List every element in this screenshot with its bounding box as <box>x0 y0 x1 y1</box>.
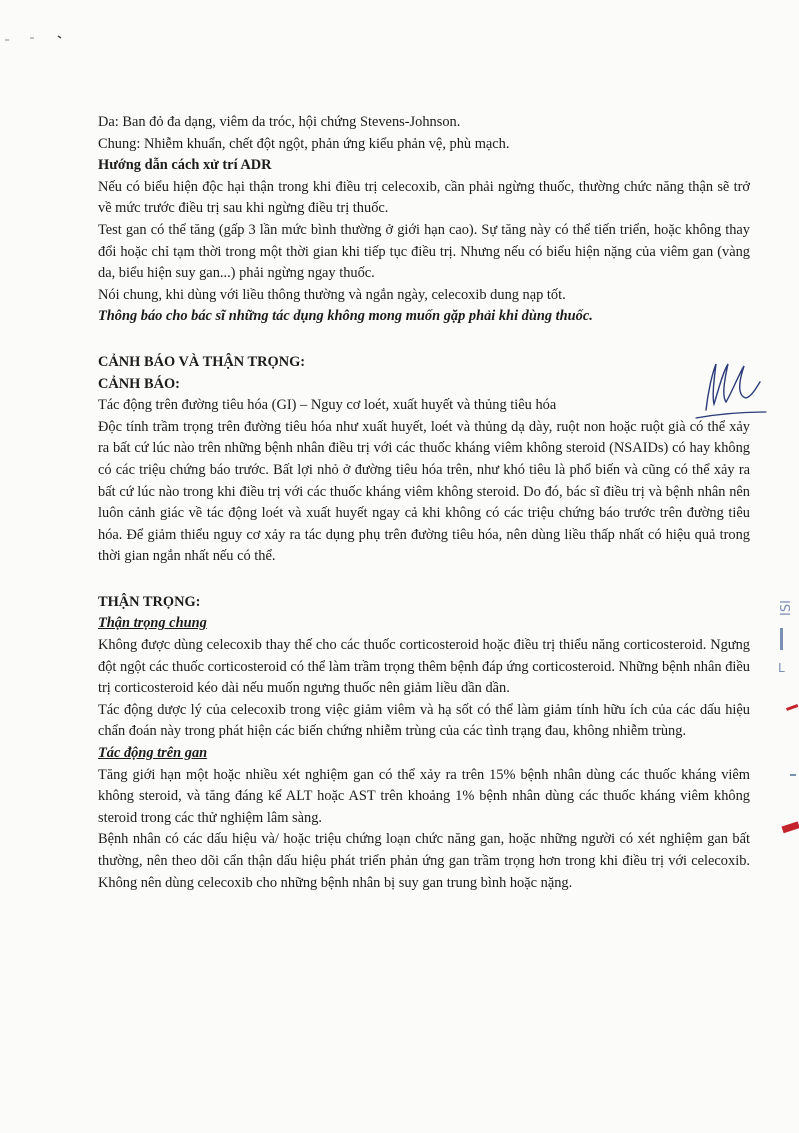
body-paragraph: Chung: Nhiễm khuẩn, chết đột ngột, phản ứng kiểu phản vệ, phù mạch. <box>98 135 510 152</box>
corner-scan-mark <box>0 18 70 48</box>
svg-text:ISI: ISI <box>779 600 794 616</box>
body-paragraph: Test gan có thể tăng (gấp 3 lần mức bình thường ở giới hạn cao). Sự tăng này có thể tiến triển, hoặc không thay đổi hoặc chỉ tạm thời trong một thời gian khi tiếp tục điều trị. Nhưng nếu có biểu hiện nặng của viêm gan (vàng da, biểu hiện suy gan...) phải ngừng ngay thuốc. <box>98 221 750 282</box>
body-paragraph: Tác động trên đường tiêu hóa (GI) – Nguy cơ loét, xuất huyết và thủng tiêu hóa <box>98 397 557 414</box>
section-heading: Hướng dẫn cách xử trí ADR <box>98 157 272 174</box>
body-paragraph: Độc tính trầm trọng trên đường tiêu hóa như xuất huyết, loét và thủng dạ dày, ruột non hoặc ruột già có thể xảy ra bất cứ lúc nào trên những bệnh nhân điều trị với các thuốc kháng viêm không steroid (NSAIDs) có hay không có các triệu chứng báo trước. Bất lợi nhỏ ở đường tiêu hóa trên, như khó tiêu là phổ biến và cũng có thể xảy ra bất cứ lúc nào trong khi điều trị với các thuốc kháng viêm không steroid. Do đó, bác sĩ điều trị và bệnh nhân nên luôn cảnh giác về tác động loét và xuất huyết ngay cả khi không có các triệu chứng báo trước trên đường tiêu hóa. Để giảm thiểu nguy cơ xảy ra tác dụng phụ trên đường tiêu hóa, nên dùng liều thấp nhất có hiệu quả trong thời gian ngắn nhất nếu có thể. <box>98 418 750 565</box>
section-heading: CẢNH BÁO: <box>98 375 180 392</box>
subsection-heading: Thận trọng chung <box>98 615 207 632</box>
paragraph-spacer <box>98 328 750 352</box>
edge-scan-marks <box>772 588 799 848</box>
body-paragraph: Tăng giới hạn một hoặc nhiều xét nghiệm gan có thể xảy ra trên 15% bệnh nhân dùng các thuốc kháng viêm không steroid, và tăng đáng kể ALT hoặc AST trên khoảng 1% bệnh nhân dùng các thuốc kháng viêm không steroid trong các thử nghiệm lâm sàng. <box>98 766 750 826</box>
subsection-heading: Tác động trên gan <box>98 745 208 762</box>
svg-text:L: L <box>778 661 785 675</box>
body-paragraph: Không được dùng celecoxib thay thế cho các thuốc corticosteroid hoặc điều trị thiểu năng corticosteroid. Ngưng đột ngột các thuốc corticosteroid có thể làm trầm trọng thêm bệnh đáp ứng corticosteroid. Những bệnh nhân điều trị corticosteroid kéo dài nếu muốn ngưng thuốc nên giảm liều dần dần. <box>98 637 750 697</box>
emphasis-note: Thông báo cho bác sĩ những tác dụng không mong muốn gặp phải khi dùng thuốc. <box>98 308 593 325</box>
body-paragraph: Tác động dược lý của celecoxib trong việc giảm viêm và hạ sốt có thể làm giảm tính hữu ích của các dấu hiệu chẩn đoán này trong phát hiện các biến chứng nhiễm trùng của các tình trạng đau, không nhiễm trùng. <box>98 701 750 740</box>
body-paragraph: Bệnh nhân có các dấu hiệu và/ hoặc triệu chứng loạn chức năng gan, hoặc những người có xét nghiệm gan bất thường, nên theo dõi cẩn thận dấu hiệu phát triển phản ứng gan trầm trọng hơn trong khi điều trị với celecoxib. Không nên dùng celecoxib cho những bệnh nhân bị suy gan trung bình hoặc nặng. <box>98 831 750 891</box>
body-paragraph: Nói chung, khi dùng với liều thông thường và ngắn ngày, celecoxib dung nạp tốt. <box>98 286 566 303</box>
signature <box>694 352 774 424</box>
section-heading: THẬN TRỌNG: <box>98 593 201 610</box>
paragraph-spacer <box>98 568 750 592</box>
section-heading: CẢNH BÁO VÀ THẬN TRỌNG: <box>98 353 306 370</box>
body-paragraph: Da: Ban đỏ đa dạng, viêm da tróc, hội chứng Stevens-Johnson. <box>98 114 461 130</box>
body-paragraph: Nếu có biểu hiện độc hại thận trong khi điều trị celecoxib, cần phải ngừng thuốc, thường chức năng thận sẽ trở về mức trước điều trị sau khi ngừng điều trị thuốc. <box>98 178 750 217</box>
document-body <box>98 112 750 894</box>
